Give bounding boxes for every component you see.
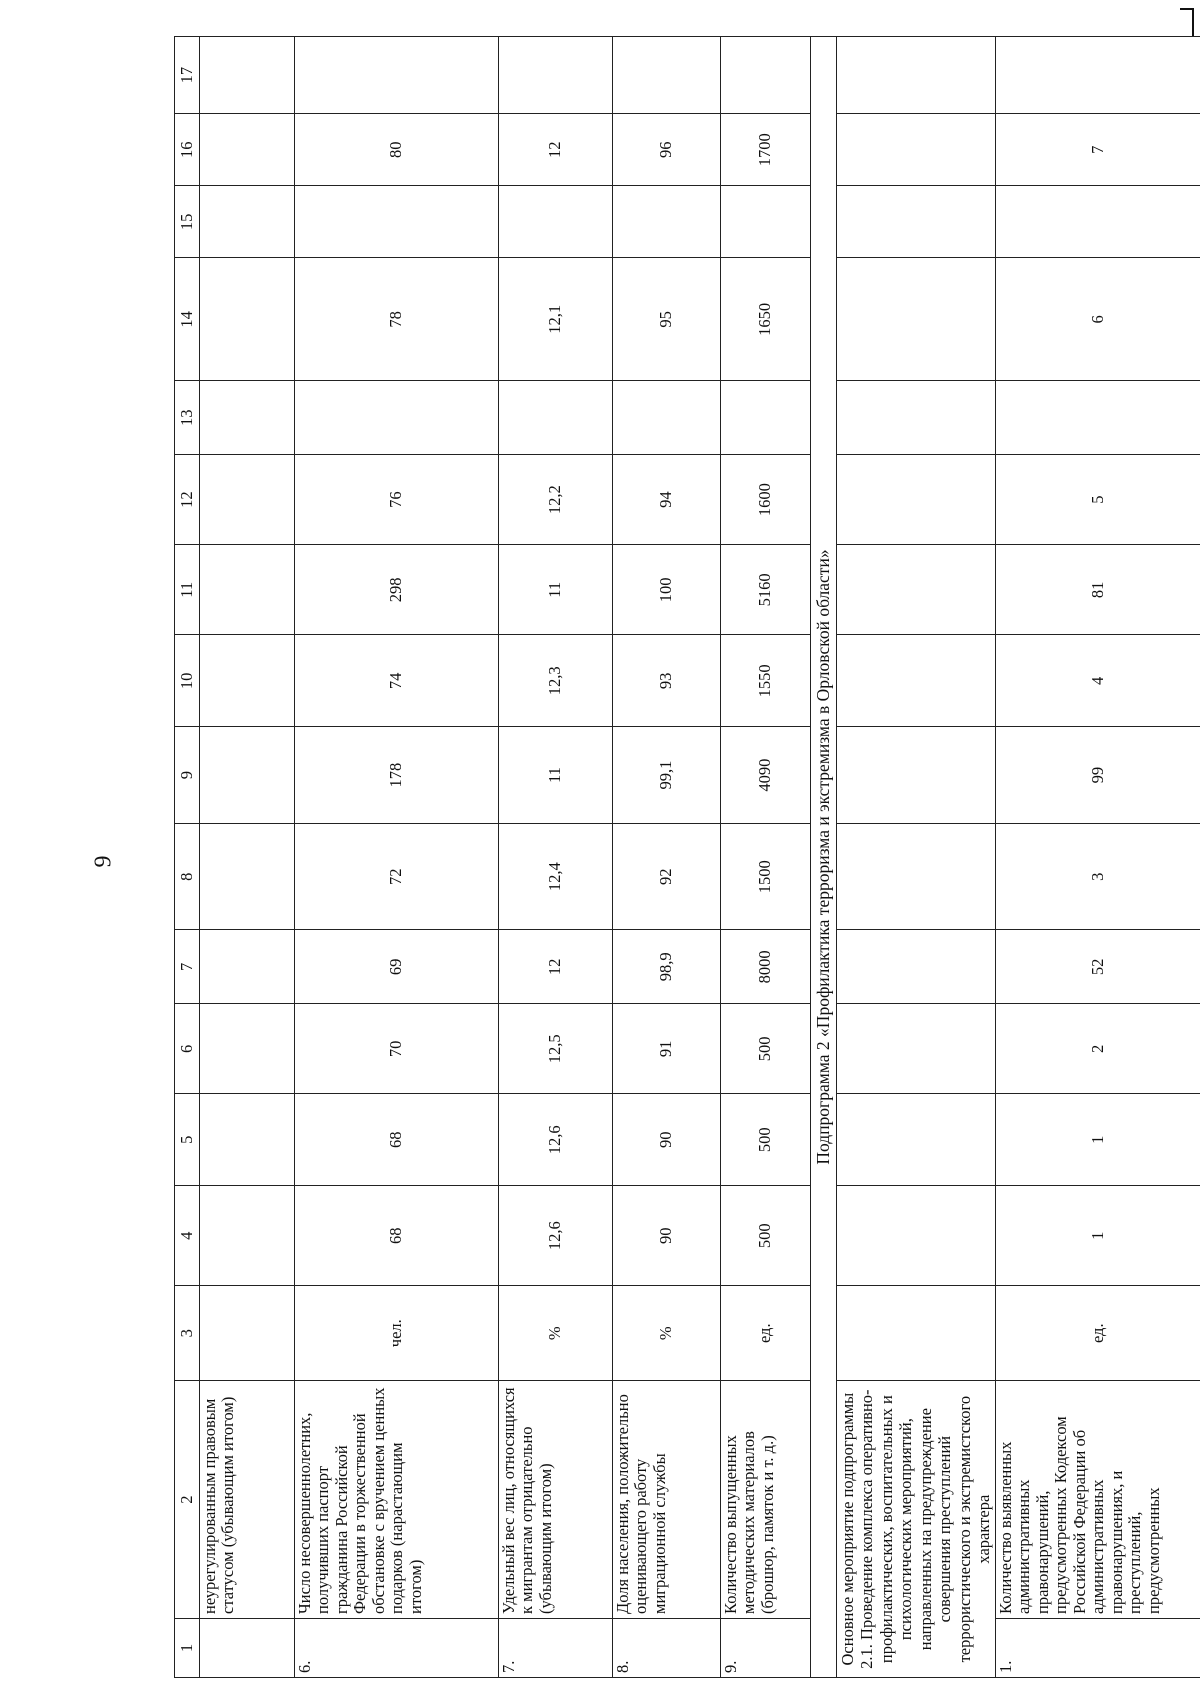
value-cell-col13 xyxy=(499,381,613,455)
value-cell-col5: 68 xyxy=(295,1094,499,1186)
value-cell-col16: 7 xyxy=(995,114,1200,186)
value-cell-col17 xyxy=(200,37,295,114)
value-cell-col14: 95 xyxy=(613,258,721,381)
header-cell-10: 10 xyxy=(175,635,200,727)
indicators-table xyxy=(174,36,1200,1678)
value-cell-col12: 76 xyxy=(295,455,499,545)
row-label: Доля населения, положительно оценивающего работу миграционной службы xyxy=(613,1381,721,1619)
value-cell-col4: 90 xyxy=(613,1186,721,1286)
value-cell-col10: 93 xyxy=(613,635,721,727)
value-cell-col15 xyxy=(995,186,1200,258)
value-cell-col10: 74 xyxy=(295,635,499,727)
row-number: 9. xyxy=(721,1618,811,1677)
value-cell-col5: 12,6 xyxy=(499,1094,613,1186)
value-cell-col6: 91 xyxy=(613,1004,721,1094)
subprogram-title: Подпрограмма 2 «Профилактика терроризма и экстремизма в Орловской области» xyxy=(811,37,837,1678)
main-measure-text: Основное мероприятие подпрограммы 2.1. Проведение комплекса оперативно-профилактических, воспитательных и психологических мероприятий, направленных на предупреждение совершения преступлений террористического и экстремистского характера xyxy=(837,1381,996,1678)
value-cell-col14: 12,1 xyxy=(499,258,613,381)
value-cell-col13 xyxy=(837,381,996,455)
corner-crop-mark xyxy=(1180,8,1194,36)
value-cell-col9: 99 xyxy=(995,727,1200,824)
value-cell-col13 xyxy=(721,381,811,455)
value-cell-col4 xyxy=(837,1186,996,1286)
value-cell-col4: 1 xyxy=(995,1186,1200,1286)
value-cell-col3: чел. xyxy=(295,1286,499,1381)
row-number: 6. xyxy=(295,1618,499,1677)
table-row xyxy=(613,37,721,1678)
value-cell-col3: ед. xyxy=(721,1286,811,1381)
value-cell-col7 xyxy=(200,930,295,1004)
header-cell-5: 5 xyxy=(175,1094,200,1186)
value-cell-col16: 96 xyxy=(613,114,721,186)
value-cell-col12: 5 xyxy=(995,455,1200,545)
header-cell-9: 9 xyxy=(175,727,200,824)
value-cell-col10 xyxy=(200,635,295,727)
value-cell-col8: 12,4 xyxy=(499,823,613,930)
value-cell-col10 xyxy=(837,635,996,727)
header-cell-13: 13 xyxy=(175,381,200,455)
header-cell-2: 2 xyxy=(175,1381,200,1619)
value-cell-col8: 92 xyxy=(613,823,721,930)
value-cell-col14 xyxy=(200,258,295,381)
header-cell-7: 7 xyxy=(175,930,200,1004)
header-cell-16: 16 xyxy=(175,114,200,186)
value-cell-col8: 3 xyxy=(995,823,1200,930)
value-cell-col8: 72 xyxy=(295,823,499,930)
value-cell-col4: 500 xyxy=(721,1186,811,1286)
value-cell-col11: 5160 xyxy=(721,545,811,635)
value-cell-col15 xyxy=(200,186,295,258)
value-cell-col17 xyxy=(721,37,811,114)
value-cell-col6 xyxy=(837,1004,996,1094)
value-cell-col10: 12,3 xyxy=(499,635,613,727)
value-cell-col15 xyxy=(837,186,996,258)
value-cell-col3 xyxy=(200,1286,295,1381)
value-cell-col11: 298 xyxy=(295,545,499,635)
header-cell-11: 11 xyxy=(175,545,200,635)
value-cell-col5: 500 xyxy=(721,1094,811,1186)
value-cell-col14: 6 xyxy=(995,258,1200,381)
value-cell-col15 xyxy=(499,186,613,258)
row-number xyxy=(200,1618,295,1677)
page-number: 9 xyxy=(90,855,117,868)
value-cell-col10: 1550 xyxy=(721,635,811,727)
header-cell-6: 6 xyxy=(175,1004,200,1094)
row-number: 8. xyxy=(613,1618,721,1677)
value-cell-col5: 1 xyxy=(995,1094,1200,1186)
value-cell-col4: 12,6 xyxy=(499,1186,613,1286)
row-number: 7. xyxy=(499,1618,613,1677)
value-cell-col3: ед. xyxy=(995,1286,1200,1381)
value-cell-col9 xyxy=(200,727,295,824)
value-cell-col11 xyxy=(200,545,295,635)
value-cell-col15 xyxy=(721,186,811,258)
value-cell-col4 xyxy=(200,1186,295,1286)
subprogram-row xyxy=(811,37,837,1678)
value-cell-col17 xyxy=(499,37,613,114)
value-cell-col9: 4090 xyxy=(721,727,811,824)
header-row xyxy=(175,37,200,1678)
value-cell-col4: 68 xyxy=(295,1186,499,1286)
value-cell-col9 xyxy=(837,727,996,824)
rotated-table-container xyxy=(174,36,1163,1678)
value-cell-col13 xyxy=(200,381,295,455)
value-cell-col7: 98,9 xyxy=(613,930,721,1004)
value-cell-col13 xyxy=(995,381,1200,455)
value-cell-col8: 1500 xyxy=(721,823,811,930)
value-cell-col3 xyxy=(837,1286,996,1381)
value-cell-col16 xyxy=(200,114,295,186)
value-cell-col5 xyxy=(837,1094,996,1186)
value-cell-col11: 100 xyxy=(613,545,721,635)
value-cell-col12: 94 xyxy=(613,455,721,545)
value-cell-col6: 12,5 xyxy=(499,1004,613,1094)
header-cell-17: 17 xyxy=(175,37,200,114)
value-cell-col6 xyxy=(200,1004,295,1094)
value-cell-col17 xyxy=(295,37,499,114)
header-cell-12: 12 xyxy=(175,455,200,545)
value-cell-col3: % xyxy=(613,1286,721,1381)
header-cell-8: 8 xyxy=(175,823,200,930)
value-cell-col11: 81 xyxy=(995,545,1200,635)
value-cell-col6: 70 xyxy=(295,1004,499,1094)
value-cell-col12 xyxy=(200,455,295,545)
row-label: Количество выпущенных методических материалов (брошюр, памяток и т. д.) xyxy=(721,1381,811,1619)
header-cell-3: 3 xyxy=(175,1286,200,1381)
value-cell-col5 xyxy=(200,1094,295,1186)
header-cell-1: 1 xyxy=(175,1618,200,1677)
value-cell-col13 xyxy=(295,381,499,455)
value-cell-col10: 4 xyxy=(995,635,1200,727)
row-number: 1. xyxy=(995,1618,1200,1677)
table-row xyxy=(721,37,811,1678)
value-cell-col9: 99,1 xyxy=(613,727,721,824)
table-row xyxy=(295,37,499,1678)
value-cell-col7: 52 xyxy=(995,930,1200,1004)
value-cell-col9: 11 xyxy=(499,727,613,824)
row-label: Число несовершеннолетних, получивших паспорт гражданина Российской Федерации в торжественной обстановке с вручением ценных подарков (нарастающим итогом) xyxy=(295,1381,499,1619)
value-cell-col17 xyxy=(613,37,721,114)
value-cell-col14 xyxy=(837,258,996,381)
header-cell-14: 14 xyxy=(175,258,200,381)
value-cell-col7: 8000 xyxy=(721,930,811,1004)
value-cell-col17 xyxy=(837,37,996,114)
value-cell-col14: 78 xyxy=(295,258,499,381)
value-cell-col7: 69 xyxy=(295,930,499,1004)
value-cell-col16: 12 xyxy=(499,114,613,186)
value-cell-col11 xyxy=(837,545,996,635)
table-row xyxy=(995,37,1200,1678)
value-cell-col11: 11 xyxy=(499,545,613,635)
value-cell-col15 xyxy=(295,186,499,258)
value-cell-col7 xyxy=(837,930,996,1004)
row-label: Количество выявленных административных правонарушений, предусмотренных Кодексом Российской Федерации об административных правонарушениях, и преступлений, предусмотренных xyxy=(995,1381,1200,1619)
table-row xyxy=(499,37,613,1678)
row-label: Удельный вес лиц, относящихся к мигрантам отрицательно (убывающим итогом) xyxy=(499,1381,613,1619)
row-label: неурегулированным правовым статусом (убывающим итогом) xyxy=(200,1381,295,1619)
value-cell-col7: 12 xyxy=(499,930,613,1004)
value-cell-col16 xyxy=(837,114,996,186)
value-cell-col13 xyxy=(613,381,721,455)
value-cell-col6: 500 xyxy=(721,1004,811,1094)
value-cell-col8 xyxy=(200,823,295,930)
header-cell-15: 15 xyxy=(175,186,200,258)
value-cell-col12 xyxy=(837,455,996,545)
value-cell-col14: 1650 xyxy=(721,258,811,381)
value-cell-col5: 90 xyxy=(613,1094,721,1186)
value-cell-col16: 80 xyxy=(295,114,499,186)
table-row xyxy=(200,37,295,1678)
value-cell-col15 xyxy=(613,186,721,258)
header-cell-4: 4 xyxy=(175,1186,200,1286)
value-cell-col3: % xyxy=(499,1286,613,1381)
value-cell-col12: 1600 xyxy=(721,455,811,545)
value-cell-col16: 1700 xyxy=(721,114,811,186)
value-cell-col6: 2 xyxy=(995,1004,1200,1094)
main-measure-row xyxy=(837,37,996,1678)
value-cell-col17 xyxy=(995,37,1200,114)
value-cell-col9: 178 xyxy=(295,727,499,824)
value-cell-col8 xyxy=(837,823,996,930)
value-cell-col12: 12,2 xyxy=(499,455,613,545)
